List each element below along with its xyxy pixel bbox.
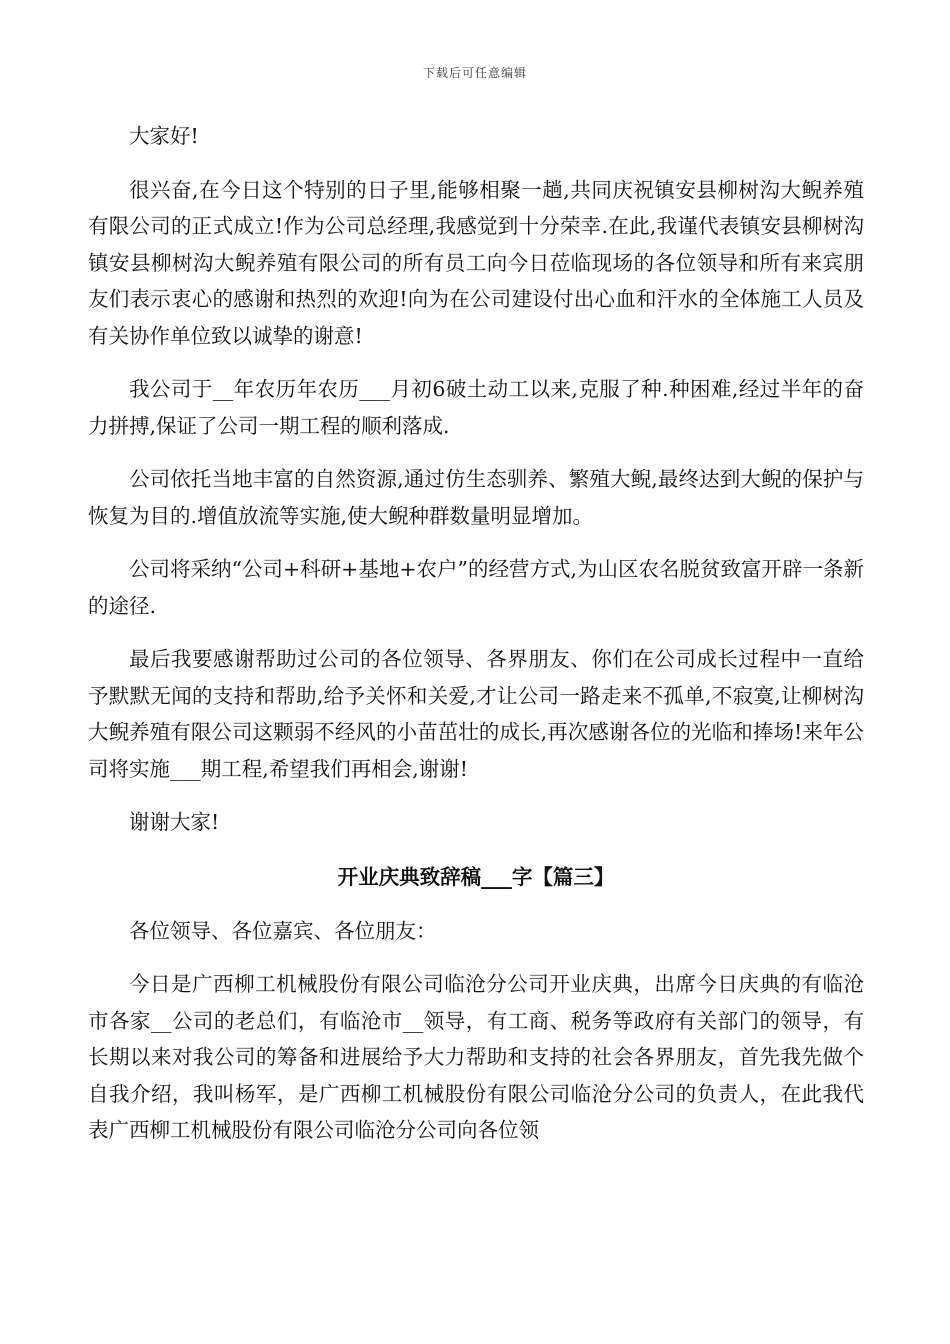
body-paragraph: 公司将采纳“公司+科研+基地+农户”的经营方式,为山区农名脱贫致富开辟一条新的途径.: [88, 557, 865, 618]
document-body: [88, 118, 864, 1166]
header-note: 下载后可任意编辑: [422, 66, 527, 80]
body-paragraph: 最后我要感谢帮助过公司的各位领导、各界朋友、你们在公司成长过程中一直给予默默无闻的支持和帮助,给予关怀和关爱,才让公司一路走来不孤单,不寂寞,让柳树沟大鲵养殖有限公司这颗弱不经风的小苗茁壮的成长,再次感谢各位的光临和捧场!来年公司将实施___期工程,希望我们再相会,谢谢!: [88, 647, 864, 781]
body-paragraph: 我公司于__年农历年农历___月初6破土动工以来,克服了种.种困难,经过半年的奋力拼搏,保证了公司一期工程的顺利落成.: [88, 377, 864, 438]
body-paragraph: 今日是广西柳工机械股份有限公司临沧分公司开业庆典，出席今日庆典的有临沧市各家__公司的老总们，有临沧市__领导，有工商、税务等政府有关部门的领导，有长期以来对我公司的筹备和进展给予大力帮助和支持的社会各界朋友，首先我先做个自我介绍，我叫杨军，是广西柳工机械股份有限公司临沧分公司的负责人，在此我代表广西柳工机械股份有限公司临沧分公司向各位领: [88, 972, 864, 1142]
body-paragraph: 公司依托当地丰富的自然资源,通过仿生态驯养、繁殖大鲵,最终达到大鲵的保护与恢复为目的.增值放流等实施,使大鲵种群数量明显增加。: [88, 467, 864, 528]
greeting-paragraph: 大家好!: [129, 124, 199, 148]
closing-paragraph: 谢谢大家!: [129, 810, 220, 834]
salutation-paragraph: 各位领导、各位嘉宾、各位朋友：: [129, 918, 437, 943]
body-paragraph: 很兴奋,在今日这个特别的日子里,能够相聚一趟,共同庆祝镇安县柳树沟大鲵养殖有限公司的正式成立!作为公司总经理,我感觉到十分荣幸.在此,我谨代表镇安县柳树沟镇安县柳树沟大鲵养殖有限公司的所有员工向今日莅临现场的各位领导和所有来宾朋友们表示衷心的感谢和热烈的欢迎!向为在公司建设付出心血和汗水的全体施工人员及有关协作单位致以诚挚的谢意!: [88, 177, 864, 348]
section-heading: 开业庆典致辞稿___字【篇三】: [337, 864, 615, 889]
